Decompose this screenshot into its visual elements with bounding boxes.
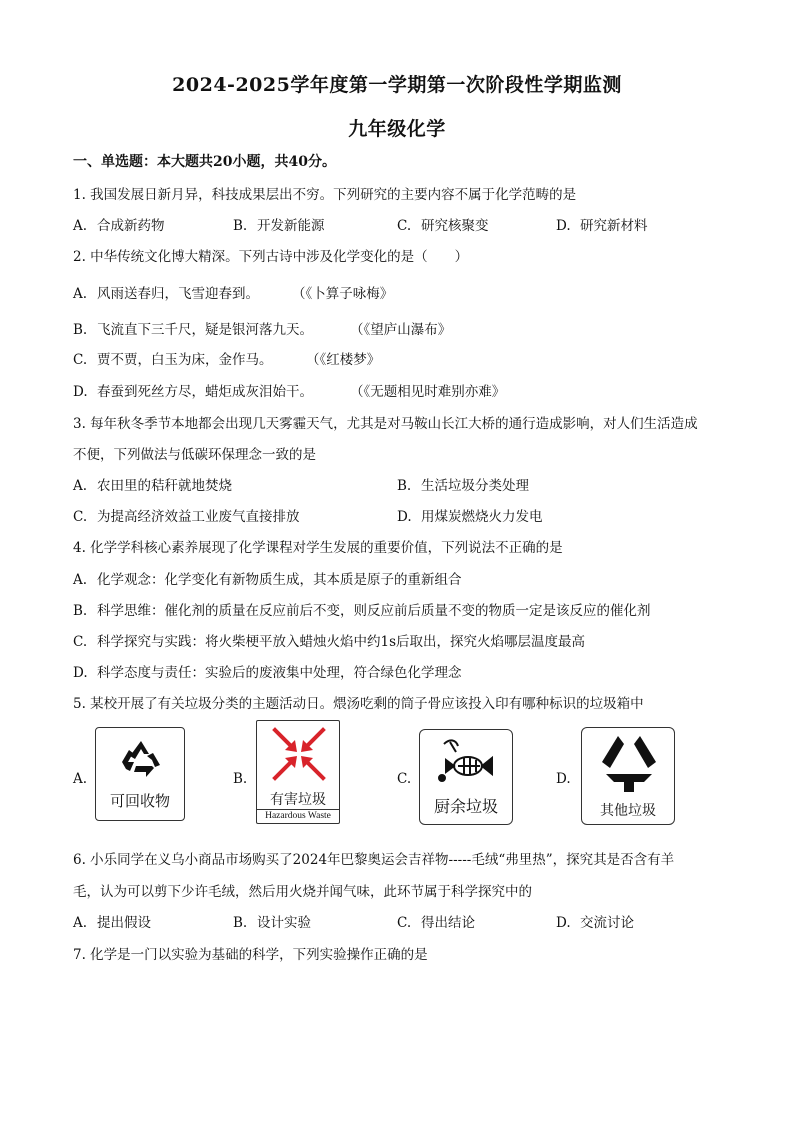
question-2-stem: 2. 中华传统文化博大精深。下列古诗中涉及化学变化的是（ ） — [73, 249, 469, 265]
q2-option-b-source: （《望庐山瀑布》 — [350, 322, 452, 338]
q6-option-a: A. 提出假设 — [73, 915, 151, 931]
q4-option-b: B. 科学思维：催化剂的质量在反应前后不变，则反应前后质量不变的物质一定是该反应的催化剂 — [73, 603, 651, 619]
question-7-stem: 7. 化学是一门以实验为基础的科学，下列实验操作正确的是 — [73, 947, 428, 963]
question-5-stem: 5. 某校开展了有关垃圾分类的主题活动日。煨汤吃剩的筒子骨应该投入印有哪种标识的垃圾箱中 — [73, 696, 644, 712]
q5-option-d-sign-text: 其他垃圾 — [600, 803, 656, 819]
page-title: 2024-2025学年度第一学期第一次阶段性学期监测 — [172, 74, 622, 96]
q5-option-c-sign — [419, 729, 513, 825]
section-heading: 一、单选题：本大题共20小题，共40分。 — [73, 154, 336, 170]
hazard-arrows-icon — [271, 726, 327, 786]
q5-option-a-sign-text: 可回收物 — [109, 792, 170, 810]
q4-option-a: A. 化学观念：化学变化有新物质生成，其本质是原子的重新组合 — [73, 572, 462, 588]
q2-option-d-source: （《无题相见时难别亦难》 — [350, 384, 506, 400]
question-3-stem-line2: 不便，下列做法与低碳环保理念一致的是 — [73, 447, 316, 463]
q6-option-b: B. 设计实验 — [233, 915, 311, 931]
question-4-stem: 4. 化学学科核心素养展现了化学课程对学生发展的重要价值，下列说法不正确的是 — [73, 540, 563, 556]
q2-option-b: B. 飞流直下三千尺，疑是银河落九天。 — [73, 322, 313, 338]
q4-option-c: C. 科学探究与实践：将火柴梗平放入蜡烛火焰中约1s后取出，探究火焰哪层温度最高 — [73, 634, 586, 650]
q5-option-c-sign-text: 厨余垃圾 — [433, 797, 498, 816]
q1-option-d: D. 研究新材料 — [556, 218, 648, 234]
q4-option-d: D. 科学态度与责任：实验后的废液集中处理，符合绿色化学理念 — [73, 665, 462, 681]
q2-option-c-source: （《红楼梦》 — [306, 352, 381, 368]
q3-option-a: A. 农田里的秸秆就地焚烧 — [73, 478, 232, 494]
q2-option-c: C. 贾不贾，白玉为床，金作马。 — [73, 352, 273, 368]
q5-option-c-key: C. — [397, 771, 412, 787]
q5-option-a-sign — [95, 727, 185, 821]
q5-option-b-sign-english: Hazardous Waste — [257, 809, 339, 821]
q5-option-b-sign-text: 有害垃圾 — [270, 792, 326, 808]
q2-option-a-source: （《卜算子咏梅》 — [292, 286, 394, 302]
q5-option-b-key: B. — [233, 771, 248, 787]
q5-option-d-key: D. — [556, 771, 571, 787]
page-subtitle: 九年级化学 — [348, 118, 446, 140]
recycle-icon — [120, 738, 162, 784]
q5-option-d-sign — [581, 727, 675, 825]
q3-option-c: C. 为提高经济效益工业废气直接排放 — [73, 509, 300, 525]
q3-option-b: B. 生活垃圾分类处理 — [397, 478, 529, 494]
question-3-stem-line1: 3. 每年秋冬季节本地都会出现几天雾霾天气，尤其是对马鞍山长江大桥的通行造成影响，对人们生活造成 — [73, 416, 698, 432]
q3-option-d: D. 用煤炭燃烧火力发电 — [397, 509, 543, 525]
question-6-stem-line2: 毛，认为可以剪下少许毛绒，然后用火烧并闻气味，此环节属于科学探究中的 — [73, 884, 532, 900]
q2-option-a: A. 风雨送春归，飞雪迎春到。 — [73, 286, 259, 302]
q2-option-d: D. 春蚕到死丝方尽，蜡炬成灰泪始干。 — [73, 384, 313, 400]
question-6-stem-line1: 6. 小乐同学在义乌小商品市场购买了2024年巴黎奥运会吉祥物-----毛绒“弗里热”，探究其是否含有羊 — [73, 852, 675, 868]
q5-option-b-sign — [256, 720, 340, 824]
other-waste-icon — [598, 734, 660, 798]
q1-option-a: A. 合成新药物 — [73, 218, 165, 234]
q1-option-b: B. 开发新能源 — [233, 218, 325, 234]
question-1-stem: 1. 我国发展日新月异，科技成果层出不穷。下列研究的主要内容不属于化学范畴的是 — [73, 187, 577, 203]
q6-option-d: D. 交流讨论 — [556, 915, 634, 931]
q1-option-c: C. 研究核聚变 — [397, 218, 489, 234]
q5-option-a-key: A. — [73, 771, 88, 787]
q6-option-c: C. 得出结论 — [397, 915, 475, 931]
fish-bone-icon — [434, 736, 498, 788]
